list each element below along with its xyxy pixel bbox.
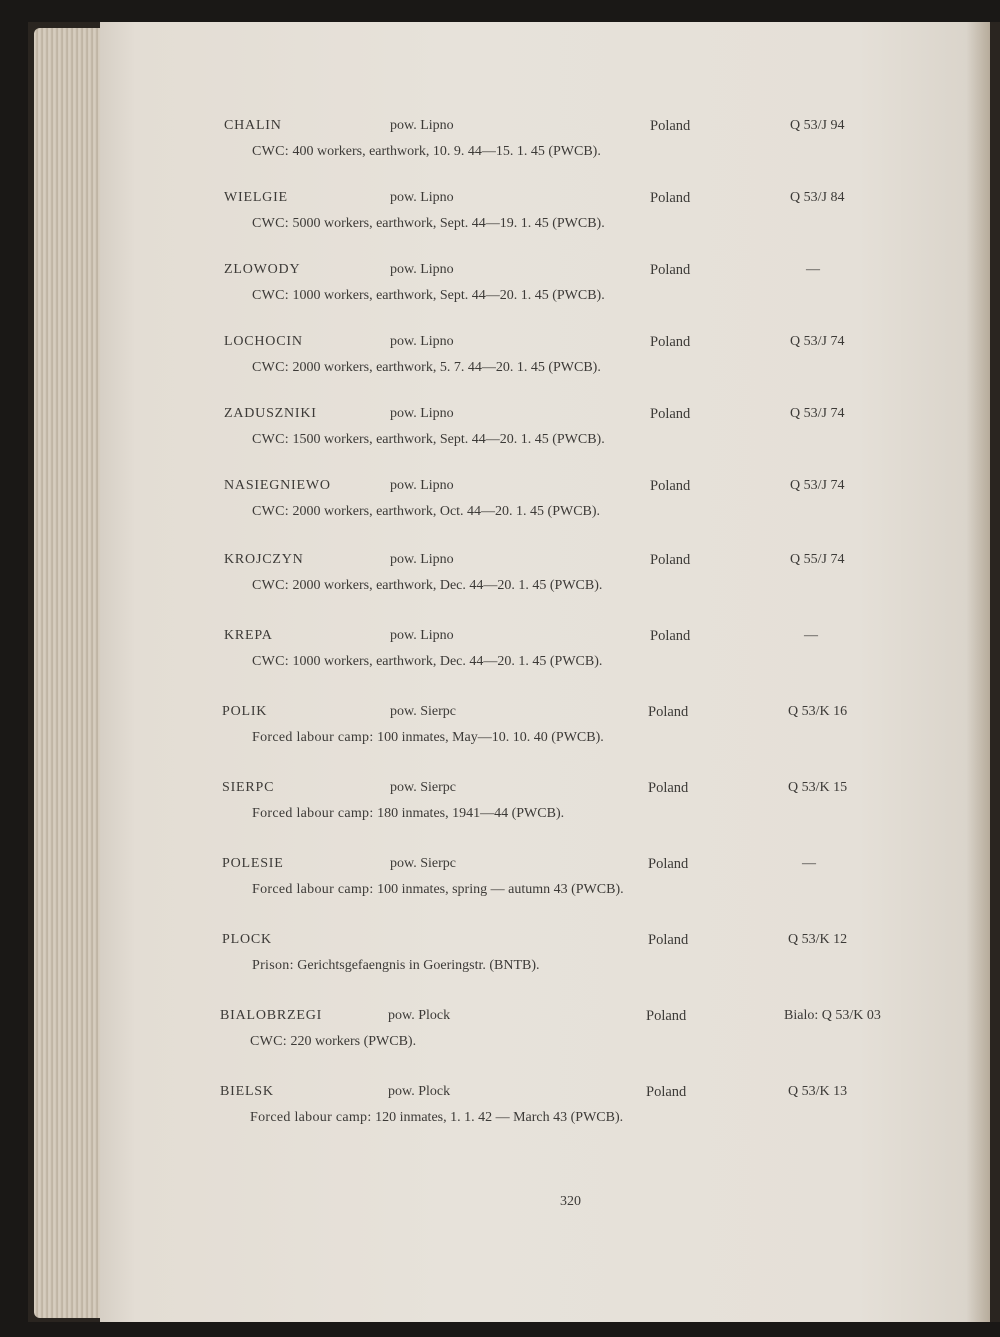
detail-text: 2000 workers, earthwork, 5. 7. 44—20. 1. 45 (PWCB). [292, 360, 601, 375]
detail-text: 100 inmates, spring — autumn 43 (PWCB). [377, 882, 624, 897]
detail-text: Gerichtsgefaengnis in Goeringstr. (BNTB). [297, 958, 540, 973]
district: pow. Lipno [390, 478, 454, 493]
detail-label: Forced labour camp: [252, 806, 374, 821]
district: pow. Lipno [390, 628, 454, 643]
detail-label: CWC: [250, 1034, 287, 1049]
entry-detail [252, 288, 605, 304]
place-name: SIERPC [222, 780, 275, 795]
map-reference: Q 55/J 74 [790, 552, 845, 567]
district: pow. Lipno [390, 118, 454, 133]
country: Poland [650, 118, 691, 134]
district: pow. Sierpc [390, 856, 456, 871]
detail-text: 1000 workers, earthwork, Sept. 44—20. 1. 45 (PWCB). [292, 288, 605, 303]
place-name: POLESIE [222, 856, 284, 871]
country: Poland [650, 334, 691, 350]
detail-text: 5000 workers, earthwork, Sept. 44—19. 1. 45 (PWCB). [292, 216, 605, 231]
district: pow. Lipno [390, 262, 454, 277]
entry [100, 704, 990, 764]
district: pow. Lipno [390, 190, 454, 205]
entry [100, 1008, 990, 1068]
map-reference: — [806, 262, 820, 277]
detail-label: CWC: [252, 144, 289, 159]
place-name: ZADUSZNIKI [224, 406, 317, 421]
entry-detail [252, 958, 540, 974]
detail-label: CWC: [252, 654, 289, 669]
place-name: CHALIN [224, 118, 282, 133]
detail-text: 180 inmates, 1941—44 (PWCB). [377, 806, 565, 821]
country: Poland [650, 478, 691, 494]
detail-label: CWC: [252, 360, 289, 375]
place-name: KREPA [224, 628, 273, 643]
district: pow. Sierpc [390, 704, 456, 719]
entry-detail [252, 578, 602, 594]
entry-detail [252, 654, 602, 670]
entry-detail [252, 730, 604, 746]
entry [100, 118, 990, 178]
detail-text: 2000 workers, earthwork, Oct. 44—20. 1. 45 (PWCB). [292, 504, 601, 519]
country: Poland [650, 262, 691, 278]
detail-label: Forced labour camp: [250, 1110, 372, 1125]
place-name: BIALOBRZEGI [220, 1008, 323, 1023]
place-name: BIELSK [220, 1084, 274, 1099]
entry [100, 552, 990, 612]
map-reference: Q 53/J 94 [790, 118, 845, 133]
detail-label: Forced labour camp: [252, 882, 374, 897]
detail-label: CWC: [252, 216, 289, 231]
entry-detail [252, 432, 605, 448]
detail-text: 2000 workers, earthwork, Dec. 44—20. 1. 45 (PWCB). [292, 578, 603, 593]
country: Poland [648, 932, 689, 948]
entry [100, 780, 990, 840]
district: pow. Lipno [390, 334, 454, 349]
country: Poland [646, 1008, 687, 1024]
country: Poland [650, 628, 691, 644]
place-name: WIELGIE [224, 190, 288, 205]
detail-label: Prison: [252, 958, 294, 973]
entry [100, 334, 990, 394]
detail-text: 1500 workers, earthwork, Sept. 44—20. 1. 45 (PWCB). [292, 432, 605, 447]
entry [100, 190, 990, 250]
entry [100, 856, 990, 916]
detail-text: 1000 workers, earthwork, Dec. 44—20. 1. 45 (PWCB). [292, 654, 603, 669]
place-name: NASIEGNIEWO [224, 478, 331, 493]
map-reference: Q 53/K 16 [788, 704, 848, 719]
map-reference: Q 53/J 74 [790, 334, 845, 349]
detail-text: 120 inmates, 1. 1. 42 — March 43 (PWCB). [375, 1110, 624, 1125]
entry [100, 932, 990, 992]
district: pow. Plock [388, 1084, 451, 1099]
entry [100, 478, 990, 538]
detail-label: CWC: [252, 288, 289, 303]
detail-text: 220 workers (PWCB). [290, 1034, 417, 1049]
place-name: KROJCZYN [224, 552, 304, 567]
entry-detail [252, 360, 601, 376]
page-number: 320 [560, 1194, 581, 1209]
place-name: POLIK [222, 704, 268, 719]
document-page [100, 22, 990, 1322]
entry [100, 628, 990, 688]
country: Poland [650, 552, 691, 568]
map-reference: Q 53/J 74 [790, 478, 845, 493]
detail-text: 100 inmates, May—10. 10. 40 (PWCB). [377, 730, 604, 745]
district: pow. Lipno [390, 552, 454, 567]
entry-detail [250, 1034, 416, 1050]
map-reference: Q 53/K 15 [788, 780, 848, 795]
detail-text: 400 workers, earthwork, 10. 9. 44—15. 1. 45 (PWCB). [292, 144, 601, 159]
map-reference: — [804, 628, 818, 643]
place-name: LOCHOCIN [224, 334, 303, 349]
entry-detail [252, 144, 601, 160]
district: pow. Plock [388, 1008, 451, 1023]
entry-detail [250, 1110, 623, 1126]
country: Poland [648, 780, 689, 796]
entry-detail [252, 216, 605, 232]
entry [100, 1084, 990, 1144]
map-reference: Q 53/K 13 [788, 1084, 848, 1099]
detail-label: CWC: [252, 504, 289, 519]
entry [100, 262, 990, 322]
place-name: PLOCK [222, 932, 272, 947]
country: Poland [646, 1084, 687, 1100]
entry-detail [252, 882, 624, 898]
detail-label: CWC: [252, 578, 289, 593]
detail-label: CWC: [252, 432, 289, 447]
entry-detail [252, 504, 600, 520]
map-reference: — [802, 856, 816, 871]
map-reference: Q 53/K 12 [788, 932, 848, 947]
place-name: ZLOWODY [224, 262, 301, 277]
country: Poland [650, 406, 691, 422]
country: Poland [648, 856, 689, 872]
country: Poland [650, 190, 691, 206]
entry-detail [252, 806, 564, 822]
map-reference: Q 53/J 74 [790, 406, 845, 421]
entry [100, 406, 990, 466]
country: Poland [648, 704, 689, 720]
detail-label: Forced labour camp: [252, 730, 374, 745]
map-reference: Bialo: Q 53/K 03 [784, 1008, 881, 1023]
district: pow. Lipno [390, 406, 454, 421]
map-reference: Q 53/J 84 [790, 190, 845, 205]
district: pow. Sierpc [390, 780, 456, 795]
